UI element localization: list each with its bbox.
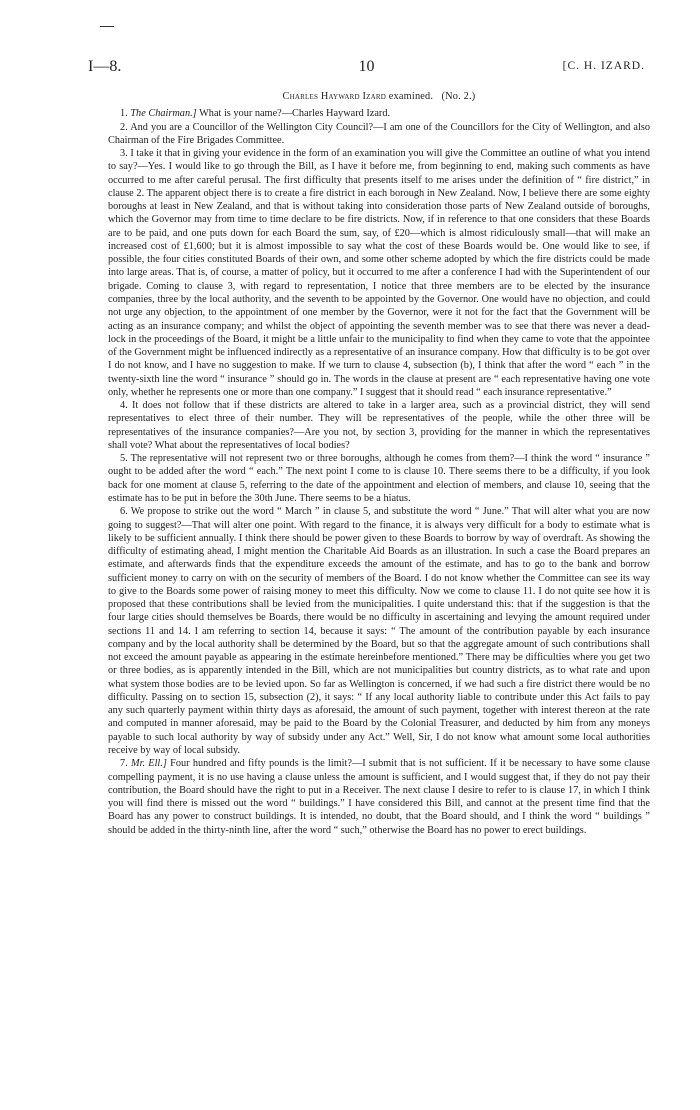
witness-tag: [C. H. IZARD. — [562, 60, 645, 72]
paragraph-text: Four hundred and fifty pounds is the limit?—I submit that is not sufficient. If it be necessary to have some clause compelling payment, it is no use having a clause unless the amount is sufficient, and I would suggest that, if they do not pay their contribution, the Board should have the right to put in a Receiver. The next clause I desire to refer to is clause 17, in which I think you will find there is missed out the word “ buildings.” I have considered this Bill, and cannot at the present time find that the Board has any power to construct buildings. It is intended, no doubt, that the Board should, and I think the word “ buildings ” should be added in the thirty-ninth line, after the word “ such,” otherwise the Board has no power to erect buildings. — [108, 758, 650, 836]
paragraph-5 — [108, 452, 650, 505]
paragraph-7 — [108, 757, 650, 837]
paragraph-text: We propose to strike out the word “ March ” in clause 5, and substitute the word “ June.” That will alter what you are now going to suggest?—That will alter one point. With regard to the finance, it is always very difficult for a body to estimate what is likely to be sufficient annually. I think there should be power given to these Boards to borrow by way of overdraft. As showing the difficulty of estimating ahead, I might mention the Charitable Aid Boards as an illustration. In such a case the Board prepares an estimate, and afterwards finds that the expenditure exceeds the amount of the estimate, and has to go to the bank and borrow sufficient money to carry on with on the security of members of the Board. I do not know whether the Committee can see its way to give to the Boards some power of raising money to meet this difficulty. Now we come to clause 11. I do not quite see how it is proposed that these contributions shall be levied from the municipalities. I quite understand this: that if the suggestion is that the four large cities should themselves be Boards, there would be no difficulty in ascertaining and levying the amount required under sections 11 and 14. I am referring to section 14, because it says: “ The amount of the contribution payable by each insurance company and by the local authority shall be determined by the Board, but so that the aggregate amount of such contributions shall not exceed the amount payable as appearing in the estimate hereinbefore mentioned.” There may be difficulties where you get two or three bodies, as is apparently intended in the Bill, which are not municipalities but country districts, as to what rate and upon what system those bodies are to be levied upon. So far as Wellington is concerned, if we had such a fire district there would be no difficulty. Passing on to section 15, subsection (2), it says: “ If any local authority liable to contribute under this Act fails to pay any such quarterly payment within thirty days as aforesaid, the amount of such payment, together with interest thereon at the rate and computed in manner aforesaid, may be paid to the Board by the Colonial Treasurer, and deducted by him from any moneys payable to such local authority by way of subsidy under any Act.” Well, Sir, I do not know what amount some local authorities receive by way of local subsidy. — [108, 506, 650, 757]
paragraph-1 — [108, 107, 650, 120]
section-heading — [108, 90, 650, 103]
paragraph-text: And you are a Councillor of the Wellington City Council?—I am one of the Councillors for the City of Wellington, and also Chairman of the Fire Brigades Committee. — [108, 121, 650, 146]
paper-reference: I—8. — [88, 58, 122, 75]
paragraph-text: What is your name?—Charles Hayward Izard. — [199, 108, 391, 120]
paragraph-text: I take it that in giving your evidence in the form of an examination you will give the Committee an outline of what you intend to say?—Yes. I would like to go through the Bill, as I have it before me, from beginning to end, making such comments as have occurred to me after careful perusal. The first difficulty that presents itself to me arises under the definition of “ fire district,” in clause 2. The apparent object there is to create a fire district in each borough in New Zealand. Now, I believe there are some eighty boroughs at least in New Zealand, and that is without taking into consideration those parts of New Zealand outside of boroughs, which the Governor may from time to time declare to be fire districts. Now, if in reference to that one considers that these Boards are to be paid, and one puts down for each Board the sum, say, of £20—which is almost ridiculously small—that will make an increased cost of £1,600; but it is almost impossible to say what the cost of these Boards would be. One would like to see, if possible, the four cities constituted Boards of their own, and some other scheme adopted by which the fire districts could be made into large areas. That is, of course, a matter of policy, but it occurred to me after a conference I had with the Superintendent of our brigade. Coming to clause 3, with regard to representation, I notice that three members are to be elected by the insurance companies, three by the local authority, and the seventh to be appointed by the Governor. One would have no objection, and could not urge any objection, to the appointment of one member by the Governor, were it not for the fact that the Government will be acting as an insurance company; and whilst the object of appointing the seventh member was to see that there was never a dead-lock in the proceedings of the Board, it might be a little unfair to the municipality to find when they came to vote that the appointee of the Government might be influenced indirectly as a representative of an insurance company. How that difficulty is to be got over I do not know, and I have no suggestion to make. If we turn to clause 4, subsection (b), I think that after the word “ each ” in the twenty-sixth line the word “ insurance ” should go in. The words in the clause at present are “ each representative having one vote only, whether he represents one or more than one company.” I suggest that it should read “ each insurance representative.” — [108, 148, 650, 398]
top-margin-dash — [100, 26, 114, 27]
witness-name: Charles Hayward Izard — [282, 91, 386, 102]
paragraph-number: 3. — [120, 148, 128, 160]
paragraph-number: 4. — [120, 400, 128, 412]
paragraph-number: 7. — [120, 758, 128, 770]
examination-number: (No. 2.) — [441, 91, 476, 102]
paragraph-2 — [108, 121, 650, 148]
page-header — [88, 58, 645, 82]
paragraph-number: 1. — [120, 108, 128, 120]
paragraph-4 — [108, 399, 650, 452]
paragraph-6 — [108, 505, 650, 757]
paragraph-text: It does not follow that if these districts are altered to take in a larger area, such as a provincial district, they will send representatives to elect three of their number. They will be representatives of the people, while the other three will be representatives of the insurance companies?—Are you not, by section 3, providing for the manner in which the representatives shall vote? What about the representatives of local bodies? — [108, 400, 650, 451]
examined-label: examined. — [388, 91, 434, 102]
paragraph-number: 2. — [120, 121, 128, 133]
paragraph-text: The representative will not represent two or three boroughs, although he comes from them?—I think the word “ insurance ” ought to be added after the word “ each.” The next point I come to is clause 10. There seems there to be a difficulty, if you look back for one moment at clause 5, referring to the date of the appointment and election of members, and clause 10, seeing that the estimate has to be put in before the 30th June. There seems to be a hiatus. — [108, 453, 650, 504]
paragraph-number: 5. — [120, 453, 128, 465]
paragraph-3 — [108, 147, 650, 399]
paragraph-number: 6. — [120, 506, 128, 518]
page-number: 10 — [358, 58, 375, 75]
page-body — [108, 90, 650, 1100]
speaker-label: Mr. Ell.] — [131, 758, 167, 770]
speaker-label: The Chairman.] — [130, 108, 197, 120]
